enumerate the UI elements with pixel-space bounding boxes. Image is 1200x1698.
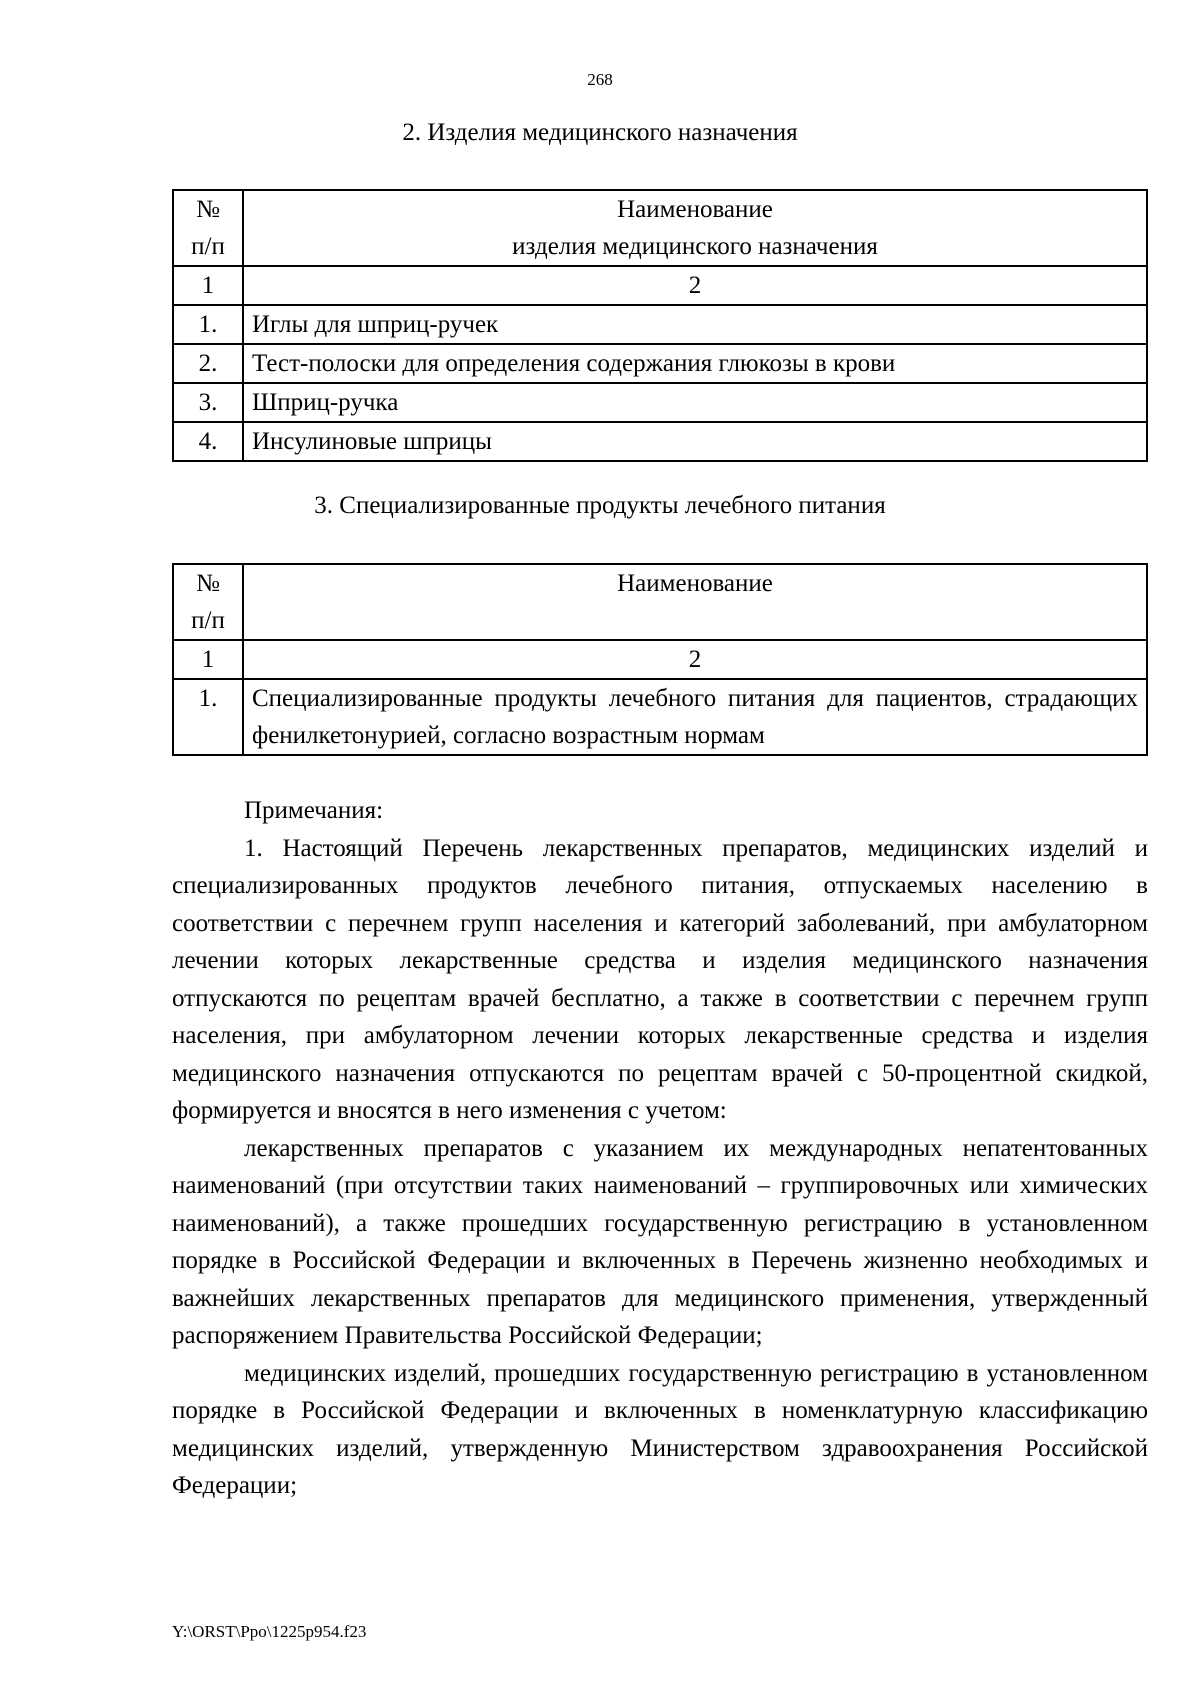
header-name-cell (243, 190, 1147, 266)
medical-devices-table (172, 189, 1148, 462)
section-title-medical-devices: 2. Изделия медицинского назначения (402, 119, 798, 146)
notes-heading: Примечания: (244, 797, 384, 824)
notes-paragraph-3: медицинских изделий, прошедших государственную регистрацию в установленном порядке в Российской Федерации и включенных в номенклатурную классификацию медицинских изделий, утвержденную Министерством здравоохранения Российской Федерации; (172, 1359, 1148, 1499)
footer-file-path: Y:\ORST\Ppo\1225p954.f23 (172, 1622, 367, 1641)
row-name: Тест-полоски для определения содержания глюкозы в крови (243, 344, 1147, 383)
column-number-1: 1 (173, 640, 243, 679)
header-name-cell: Наименование (243, 564, 1147, 640)
header-num-line2: п/п (191, 233, 225, 260)
table-header-row (173, 564, 1147, 640)
row-number: 2. (173, 344, 243, 383)
row-number: 1. (173, 679, 243, 755)
header-num-line2: п/п (191, 607, 225, 634)
header-num-line1: № (196, 570, 220, 597)
column-number-2: 2 (243, 266, 1147, 305)
table-row (173, 679, 1147, 755)
column-number-row (173, 266, 1147, 305)
column-number-1: 1 (173, 266, 243, 305)
row-number: 1. (173, 305, 243, 344)
column-number-row (173, 640, 1147, 679)
table-row (173, 344, 1147, 383)
table-row (173, 383, 1147, 422)
column-number-2: 2 (243, 640, 1147, 679)
row-name: Иглы для шприц-ручек (243, 305, 1147, 344)
row-name: Инсулиновые шприцы (243, 422, 1147, 461)
row-number: 4. (173, 422, 243, 461)
table-row (173, 422, 1147, 461)
nutrition-products-table (172, 563, 1148, 756)
header-num-cell (173, 564, 243, 640)
notes-section (172, 792, 1148, 1505)
row-name: Шприц-ручка (243, 383, 1147, 422)
header-name-line1: Наименование (617, 196, 773, 223)
section-title-nutrition-products: 3. Специализированные продукты лечебного питания (314, 492, 886, 519)
row-number: 3. (173, 383, 243, 422)
row-name: Специализированные продукты лечебного питания для пациентов, страдающих фенилкетонурией, согласно возрастным нормам (243, 679, 1147, 755)
header-num-cell (173, 190, 243, 266)
notes-paragraph-2: лекарственных препаратов с указанием их международных непатентованных наименований (при отсутствии таких наименований – группировочных или химических наименований), а также прошедших государственную регистрацию в установленном порядке в Российской Федерации и включенных в Перечень жизненно необходимых и важнейших лекарственных препаратов для медицинского применения, утвержденный распоряжением Правительства Российской Федерации; (172, 1134, 1148, 1349)
notes-paragraph-1: 1. Настоящий Перечень лекарственных препаратов, медицинских изделий и специализированных продуктов лечебного питания, отпускаемых населению в соответствии с перечнем групп населения и категорий заболеваний, при амбулаторном лечении которых лекарственные средства и изделия медицинского назначения отпускаются по рецептам врачей бесплатно, а также в соответствии с перечнем групп населения, при амбулаторном лечении которых лекарственные средства и изделия медицинского назначения отпускаются по рецептам врачей с 50-процентной скидкой, формируется и вносятся в него изменения с учетом: (172, 834, 1148, 1124)
table-row (173, 305, 1147, 344)
header-num-line1: № (196, 196, 220, 223)
header-name-line2: изделия медицинского назначения (512, 233, 878, 260)
table-header-row (173, 190, 1147, 266)
page-number: 268 (587, 70, 613, 89)
